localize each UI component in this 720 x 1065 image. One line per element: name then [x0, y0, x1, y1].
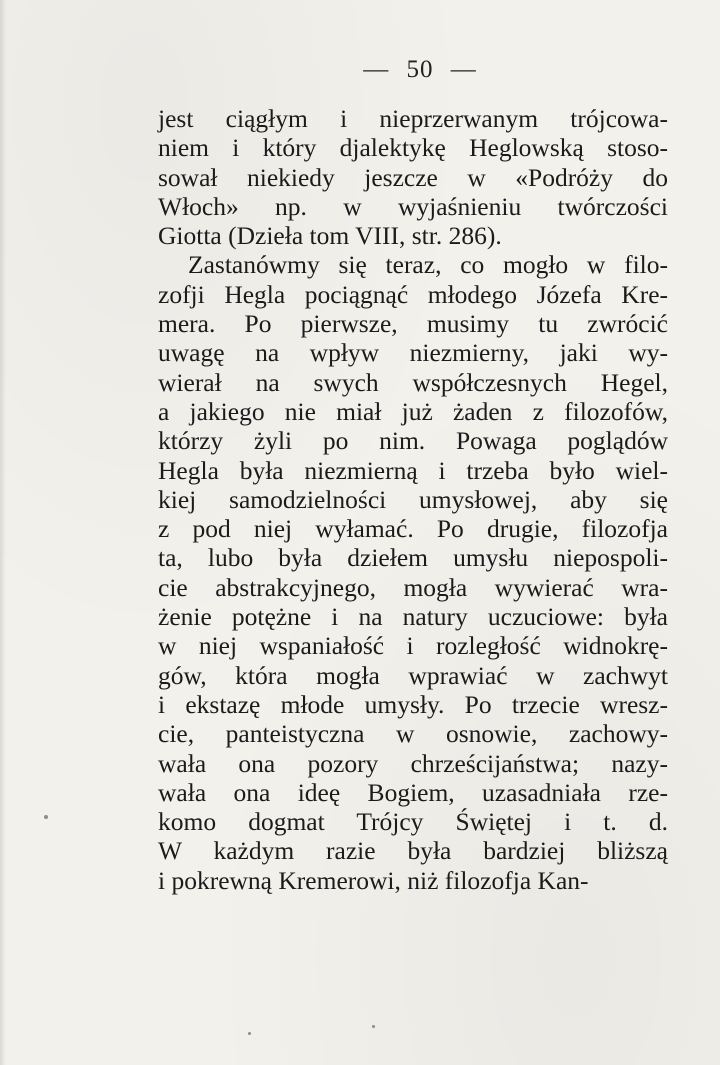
- text-line: Zastanówmy się teraz, co mogło w filo-: [188, 250, 668, 280]
- text-line: cie abstrakcyjnego, mogła wywierać wra-: [158, 572, 668, 602]
- text-line: wała ona ideę Bogiem, uzasadniała rze-: [158, 777, 668, 807]
- body-text: [158, 104, 668, 895]
- text-line: z pod niej wyłamać. Po drugie, filozofja: [158, 514, 668, 544]
- text-line: cie, panteistyczna w osnowie, zachowy-: [158, 719, 668, 749]
- text-line: wierał na swych współczesnych Hegel,: [158, 367, 668, 397]
- text-line: którzy żyli po nim. Powaga poglądów: [158, 426, 668, 456]
- text-line: ta, lubo była dziełem umysłu niepospoli-: [158, 543, 668, 573]
- text-line: zofji Hegla pociągnąć młodego Józefa Kre-: [158, 279, 668, 309]
- text-line: w niej wspaniałość i rozległość widnokrę-: [158, 631, 668, 661]
- text-line: uwagę na wpływ niezmierny, jaki wy-: [158, 338, 668, 368]
- paper-speck: [44, 815, 48, 819]
- paper-speck: [372, 1025, 375, 1028]
- text-line: i ekstazę młode umysły. Po trzecie wresz-: [158, 689, 668, 719]
- text-line: wała ona pozory chrześcijaństwa; nazy-: [158, 748, 668, 778]
- text-line: jest ciągłym i nieprzerwanym trójcowa-: [158, 104, 668, 133]
- paragraph: [158, 250, 668, 895]
- text-line: Włoch» np. w wyjaśnieniu twórczości: [158, 191, 668, 221]
- header-dash-right: —: [450, 56, 477, 83]
- paper-speck: [248, 1032, 251, 1035]
- page-edge-shadow: [0, 0, 6, 1065]
- text-line: a jakiego nie miał już żaden z filozofów,: [158, 396, 668, 426]
- page-header: [0, 56, 720, 84]
- text-line: niem i który djalektykę Heglowską stoso-: [158, 133, 668, 163]
- paragraph: [158, 104, 668, 250]
- text-line: sował niekiedy jeszcze w «Podróży do: [158, 162, 668, 192]
- text-line: i pokrewną Kremerowi, niż filozofja Kan-: [158, 865, 589, 895]
- header-dash-left: —: [363, 56, 390, 83]
- text-line: mera. Po pierwsze, musimy tu zwrócić: [158, 309, 668, 339]
- page-number: 50: [406, 56, 434, 83]
- text-line: żenie potężne i na natury uczuciowe: była: [158, 602, 668, 632]
- text-line: Hegla była niezmierną i trzeba było wiel-: [158, 455, 668, 485]
- text-line: W każdym razie była bardziej bliższą: [158, 836, 668, 866]
- text-line: gów, która mogła wprawiać w zachwyt: [158, 660, 668, 690]
- text-line: Giotta (Dzieła tom VIII, str. 286).: [158, 221, 502, 251]
- text-line: kiej samodzielności umysłowej, aby się: [158, 484, 668, 514]
- text-line: komo dogmat Trójcy Świętej i t. d.: [158, 807, 668, 837]
